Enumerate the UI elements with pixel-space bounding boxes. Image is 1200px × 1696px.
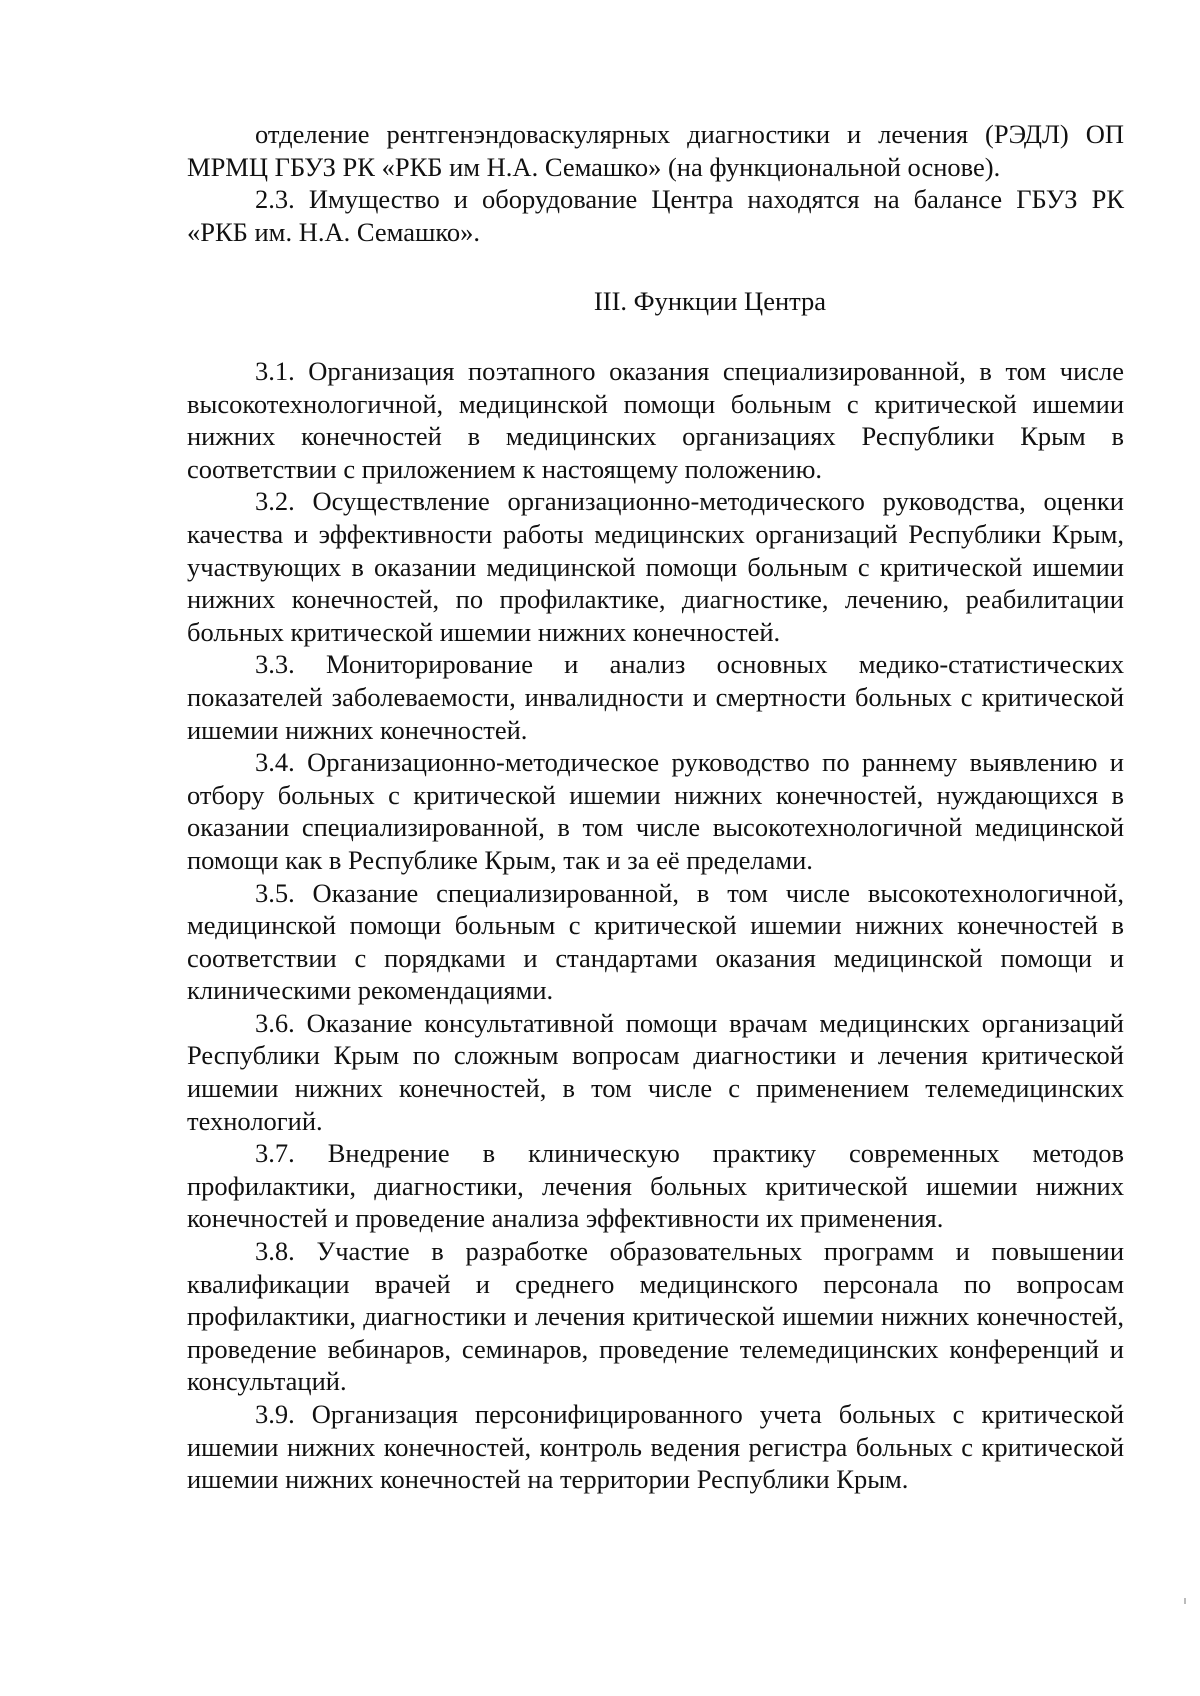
intro-block (187, 118, 1124, 248)
paragraph-3-4: 3.4. Организационно-методическое руководство по раннему выявлению и отбору больных с критической ишемии нижних конечностей, нуждающихся в оказании специализированной, в том числе высокотехнологичной медицинской помощи как в Республике Крым, так и за её пределами. (187, 747, 1124, 875)
paragraph-3-1: 3.1. Организация поэтапного оказания специализированной, в том числе высокотехнологичной, медицинской помощи больным с критической ишемии нижних конечностей в медицинских организациях Республики Крым в соответствии с приложением к настоящему положению. (187, 356, 1124, 484)
section-heading: III. Функции Центра (593, 286, 827, 316)
paragraph-3-7: 3.7. Внедрение в клиническую практику современных методов профилактики, диагностики, лечения больных критической ишемии нижних конечностей и проведение анализа эффективности их применения. (187, 1138, 1124, 1234)
functions-list (187, 355, 1124, 1496)
paragraph-3-9: 3.9. Организация персонифицированного учета больных с критической ишемии нижних конечностей, контроль ведения регистра больных с критической ишемии нижних конечностей на территории Республики Крым. (187, 1399, 1124, 1495)
scan-speck (1184, 1598, 1186, 1604)
paragraph-2-3: 2.3. Имущество и оборудование Центра находятся на балансе ГБУЗ РК «РКБ им. Н.А. Семашко». (187, 184, 1124, 247)
paragraph-3-3: 3.3. Мониторирование и анализ основных медико-статистических показателей заболеваемости, инвалидности и смертности больных с критической ишемии нижних конечностей. (187, 649, 1124, 745)
paragraph-3-5: 3.5. Оказание специализированной, в том числе высокотехнологичной, медицинской помощи больным с критической ишемии нижних конечностей в соответствии с порядками и стандартами оказания медицинской помощи и клиническими рекомендациями. (187, 877, 1124, 1006)
paragraph-continuation: отделение рентгенэндоваскулярных диагностики и лечения (РЭДЛ) ОП МРМЦ ГБУЗ РК «РКБ им Н.А. Семашко» (на функциональной основе). (187, 119, 1124, 182)
paragraph-3-8: 3.8. Участие в разработке образовательных программ и повышении квалификации врачей и среднего медицинского персонала по вопросам профилактики, диагностики и лечения критической ишемии нижних конечностей, проведение вебинаров, семинаров, проведение телемедицинских конференций и консультаций. (187, 1236, 1124, 1397)
paragraph-3-2: 3.2. Осуществление организационно-методического руководства, оценки качества и эффективности работы медицинских организаций Республики Крым, участвующих в оказании медицинской помощи больным с критической ишемии нижних конечностей, по профилактике, диагностике, лечению, реабилитации больных критической ишемии нижних конечностей. (187, 486, 1124, 647)
paragraph-3-6: 3.6. Оказание консультативной помощи врачам медицинских организаций Республики Крым по сложным вопросам диагностики и лечения критической ишемии нижних конечностей, в том числе с применением телемедицинских технологий. (187, 1007, 1124, 1136)
